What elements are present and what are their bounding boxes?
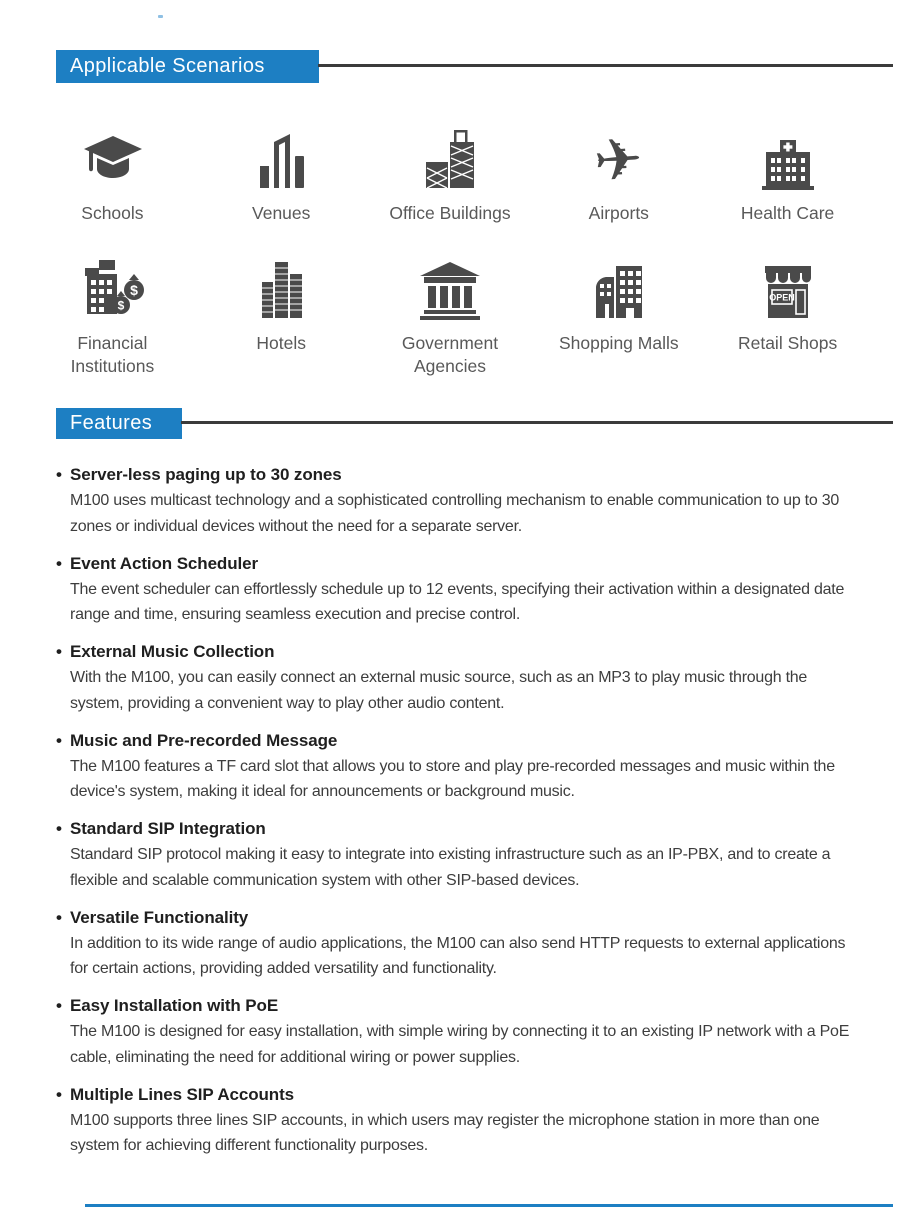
scenario-label: Venues bbox=[252, 203, 311, 223]
scenario-health-care bbox=[703, 120, 872, 225]
svg-text:OPEN: OPEN bbox=[768, 292, 795, 303]
scenario-airports bbox=[534, 120, 703, 225]
scenario-label: Retail Shops bbox=[737, 333, 838, 353]
feature-body: The M100 features a TF card slot that allows you to store and play pre-recorded messages and music within the device's system, making it ideal for announcements or background music. bbox=[70, 757, 835, 800]
scenario-shopping-malls bbox=[534, 250, 703, 378]
feature-title: • Event Action Scheduler bbox=[70, 551, 856, 577]
feature-item bbox=[56, 816, 856, 893]
feature-body: M100 uses multicast technology and a sophisticated controlling mechanism to enable communication to up to 30 zones or individual devices without the need for a separate server. bbox=[70, 492, 840, 535]
feature-title: • Versatile Functionality bbox=[70, 905, 856, 931]
scenarios-section-header bbox=[56, 50, 319, 83]
scenarios-section-title: Applicable Scenarios bbox=[70, 55, 265, 77]
bank-money-icon bbox=[79, 250, 145, 320]
feature-title: • Multiple Lines SIP Accounts bbox=[70, 1082, 856, 1108]
scenario-label: Hotels bbox=[256, 333, 306, 353]
scenario-government-agencies bbox=[366, 250, 535, 378]
scenario-label: Government Agencies bbox=[401, 333, 499, 376]
scenario-label: Schools bbox=[81, 203, 144, 223]
scenario-office-buildings bbox=[366, 120, 535, 225]
scenarios-row-1 bbox=[28, 120, 872, 225]
hospital-icon bbox=[757, 120, 819, 190]
scenarios-header-rule bbox=[318, 64, 893, 67]
feature-body: With the M100, you can easily connect an external music source, such as an MP3 to play music through the system, providing a convenient way to play other audio content. bbox=[70, 669, 808, 712]
feature-title: • Easy Installation with PoE bbox=[70, 993, 856, 1019]
scenario-financial-institutions bbox=[28, 250, 197, 378]
scenario-label: Shopping Malls bbox=[558, 333, 679, 353]
features-header-rule bbox=[181, 421, 893, 424]
page-footer-rule bbox=[85, 1204, 893, 1207]
feature-title: • External Music Collection bbox=[70, 639, 856, 665]
feature-body: In addition to its wide range of audio applications, the M100 can also send HTTP requests to external applications for certain actions, providing added versatility and functionality. bbox=[70, 934, 846, 977]
scenario-venues bbox=[197, 120, 366, 225]
scenario-hotels bbox=[197, 250, 366, 378]
feature-item bbox=[56, 993, 856, 1070]
feature-item bbox=[56, 551, 856, 628]
storefront-icon bbox=[757, 250, 819, 320]
venue-buildings-icon bbox=[250, 120, 312, 190]
feature-title: • Standard SIP Integration bbox=[70, 816, 856, 842]
features-section-header bbox=[56, 408, 182, 439]
feature-title: • Server-less paging up to 30 zones bbox=[70, 462, 856, 488]
feature-item bbox=[56, 728, 856, 805]
feature-item bbox=[56, 1082, 856, 1159]
svg-text:$: $ bbox=[118, 298, 125, 313]
office-building-icon bbox=[418, 120, 482, 190]
scenario-label: Office Buildings bbox=[389, 203, 511, 223]
scenario-schools bbox=[28, 120, 197, 225]
features-list bbox=[56, 462, 856, 1170]
scenario-retail-shops bbox=[703, 250, 872, 378]
features-section-title: Features bbox=[70, 412, 153, 434]
scenarios-row-2 bbox=[28, 250, 872, 378]
feature-item bbox=[56, 905, 856, 982]
svg-text:$: $ bbox=[130, 282, 139, 298]
feature-body: Standard SIP protocol making it easy to integrate into existing infrastructure such as an IP-PBX, and to create a flexible and scalable communication system with other SIP-based devices. bbox=[70, 846, 831, 889]
scenario-label: Airports bbox=[588, 203, 649, 223]
graduation-cap-icon bbox=[80, 120, 144, 190]
government-building-icon bbox=[416, 250, 484, 320]
scenario-label: Health Care bbox=[740, 203, 835, 223]
feature-body: The event scheduler can effortlessly schedule up to 12 events, specifying their activation within a designated date range and time, ensuring seamless execution and precise control. bbox=[70, 580, 845, 623]
feature-item bbox=[56, 462, 856, 539]
feature-title: • Music and Pre-recorded Message bbox=[70, 728, 856, 754]
feature-item bbox=[56, 639, 856, 716]
mall-buildings-icon bbox=[588, 250, 650, 320]
feature-body: The M100 is designed for easy installation, with simple wiring by connecting it to an existing IP network with a PoE cable, eliminating the need for additional wiring or power supplies. bbox=[70, 1023, 850, 1066]
airplane-icon: ✈ bbox=[592, 126, 646, 195]
feature-body: M100 supports three lines SIP accounts, in which users may register the microphone station in more than one system for achieving different functionality purposes. bbox=[70, 1111, 820, 1154]
hotel-towers-icon bbox=[252, 250, 310, 320]
scenario-label: Financial Institutions bbox=[70, 333, 155, 376]
page-artifact-dot bbox=[158, 15, 163, 18]
